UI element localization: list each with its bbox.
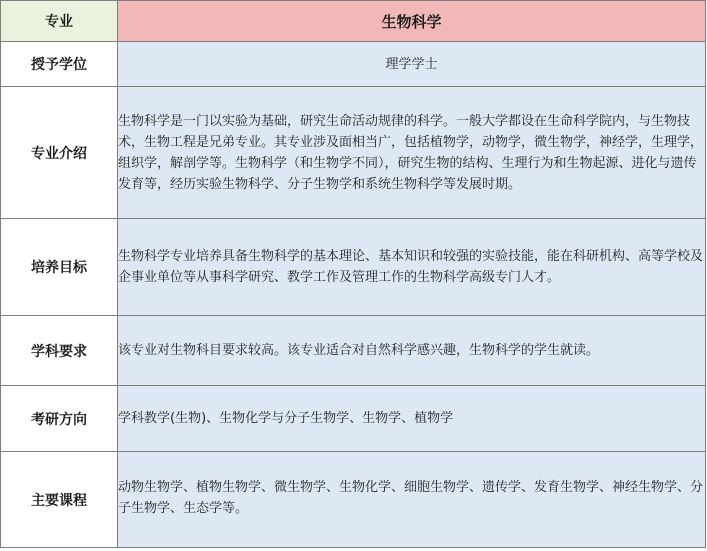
degree-label: 授予学位 [1, 42, 118, 87]
graduate-direction-value: 学科教学(生物)、生物化学与分子生物学、生物学、植物学 [118, 386, 706, 452]
table-row-degree [1, 42, 706, 87]
header-label-cell: 专业 [1, 1, 118, 42]
introduction-label: 专业介绍 [1, 87, 118, 219]
training-goal-value: 生物科学专业培养具备生物科学的基本理论、基本知识和较强的实验技能，能在科研机构、高等学校及企事业单位等从事科学研究、教学工作及管理工作的生物科学高级专门人才。 [118, 219, 706, 316]
main-courses-value: 动物生物学、植物生物学、微生物学、生物化学、细胞生物学、遗传学、发育生物学、神经生物学、分子生物学、生态学等。 [118, 479, 704, 516]
subject-requirement-label: 学科要求 [1, 316, 118, 386]
table-header-row [1, 1, 706, 42]
degree-value: 理学学士 [118, 42, 706, 87]
table-row-subject-requirement [1, 316, 706, 386]
table-row-graduate-direction [1, 386, 706, 452]
table-row-main-courses [1, 452, 706, 548]
main-courses-cell [118, 452, 706, 548]
training-goal-label: 培养目标 [1, 219, 118, 316]
major-name-cell: 生物科学 [118, 1, 706, 42]
introduction-value: 生物科学是一门以实验为基础，研究生命活动规律的科学。一般大学都设在生命科学院内，与生物技术，生物工程是兄弟专业。其专业涉及面相当广，包括植物学，动物学，微生物学，神经学，生理学，组织学，解剖学等。生物科学（和生物学不同），研究生物的结构、生理行为和生物起源、进化与遗传发育等，经历实验生物科学、分子生物学和系统生物科学等发展时期。 [118, 87, 706, 219]
graduate-direction-label: 考研方向 [1, 386, 118, 452]
subject-requirement-value: 该专业对生物科目要求较高。该专业适合对自然科学感兴趣，生物科学的学生就读。 [118, 316, 706, 386]
main-courses-label: 主要课程 [1, 452, 118, 548]
table-row-introduction [1, 87, 706, 219]
table-row-training-goal [1, 219, 706, 316]
